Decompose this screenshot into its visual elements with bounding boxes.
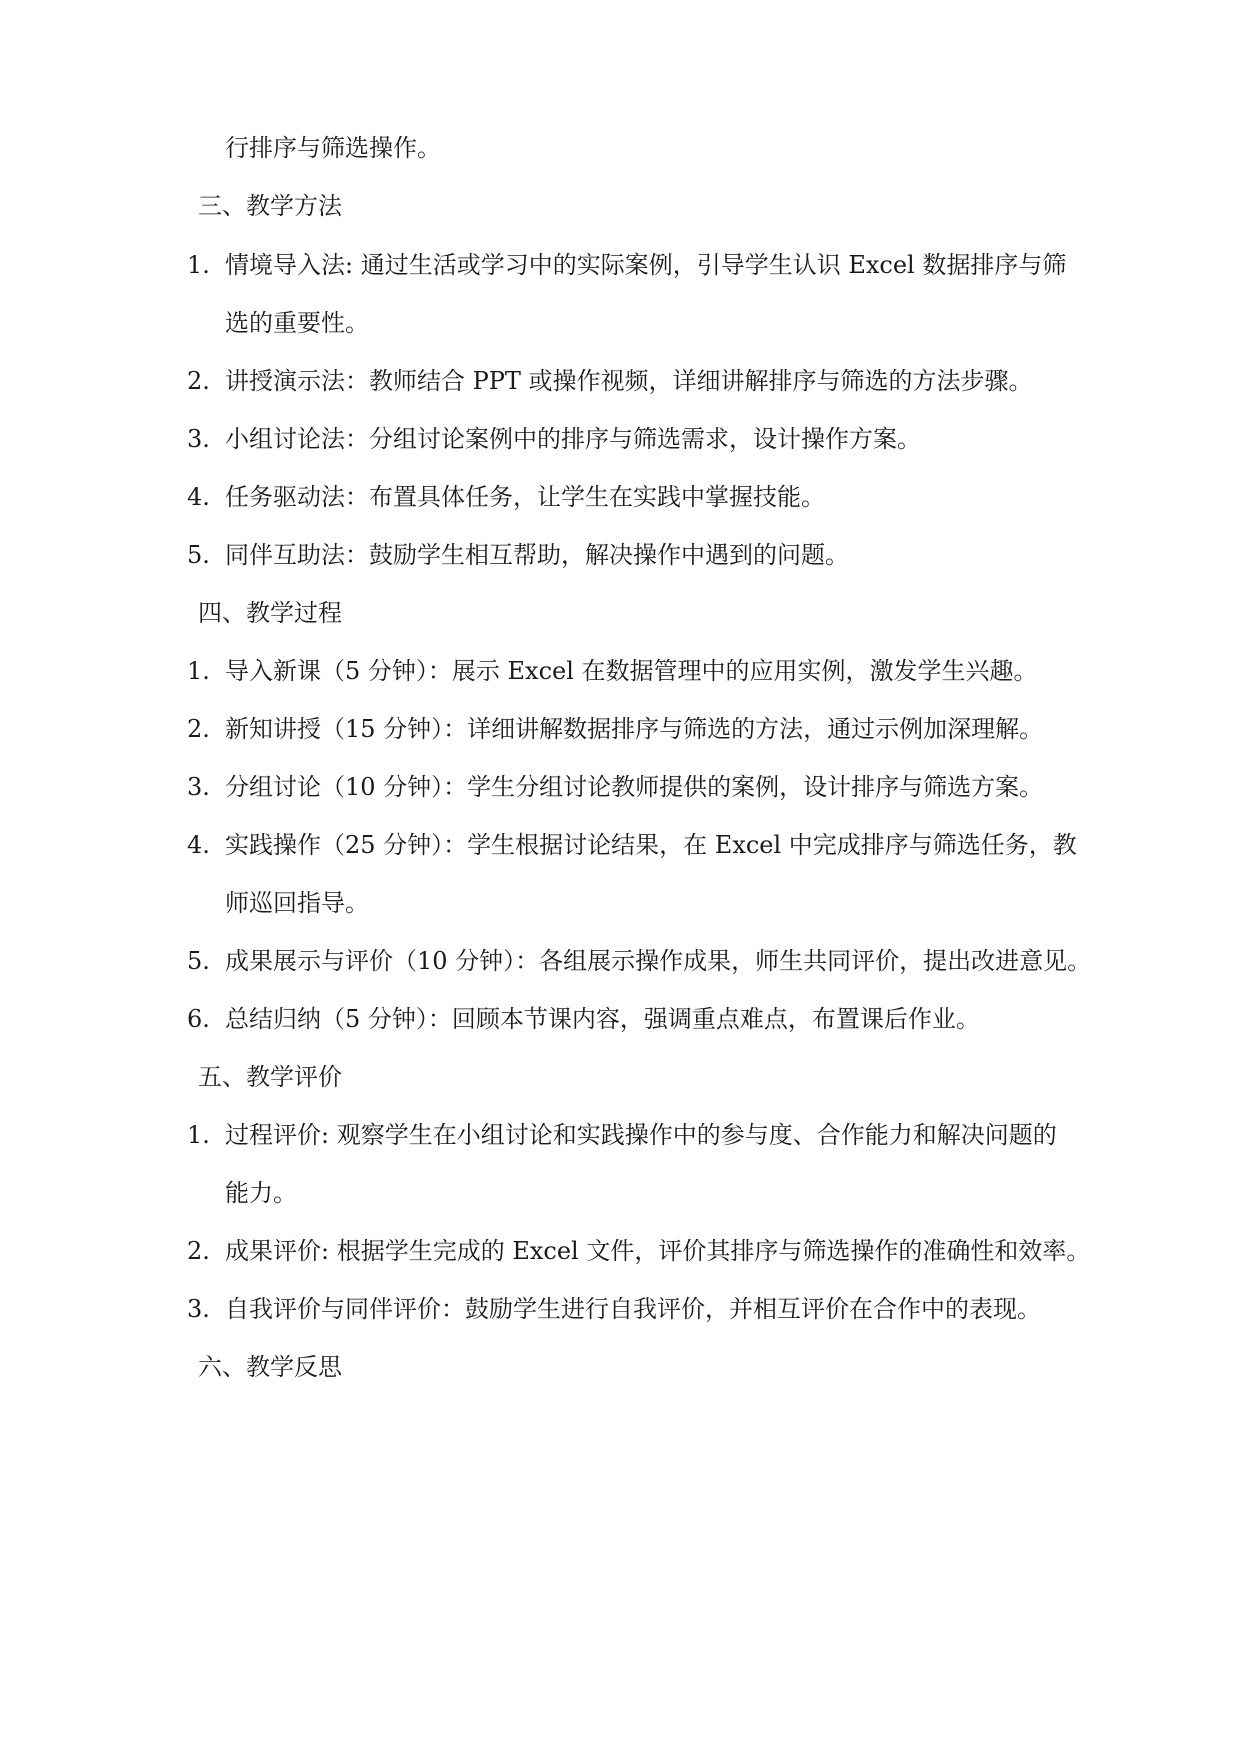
section-heading-teaching-methods: 三、教学方法 [198,192,342,220]
list-item-text: 小组讨论法：分组讨论案例中的排序与筛选需求，设计操作方案。 [225,425,921,453]
list-item-number: 4. [187,483,210,511]
list-item-text-continuation: 选的重要性。 [225,309,369,337]
list-item-text: 新知讲授（15 分钟）：详细讲解数据排序与筛选的方法，通过示例加深理解。 [225,715,1044,743]
list-item-number: 4. [187,831,210,859]
list-item-text: 自我评价与同伴评价：鼓励学生进行自我评价，并相互评价在合作中的表现。 [225,1295,1041,1323]
list-item-number: 2. [187,367,210,395]
list-item-text: 讲授演示法：教师结合 PPT 或操作视频，详细讲解排序与筛选的方法步骤。 [225,367,1033,395]
list-item-text: 导入新课（5 分钟）：展示 Excel 在数据管理中的应用实例，激发学生兴趣。 [225,657,1038,685]
list-item-number: 2. [187,1237,210,1265]
list-item-number: 5. [187,947,210,975]
list-item-number: 3. [187,773,210,801]
list-item-text-continuation: 师巡回指导。 [225,889,369,917]
list-item-number: 5. [187,541,210,569]
list-item-text: 任务驱动法：布置具体任务，让学生在实践中掌握技能。 [225,483,825,511]
list-item-text: 过程评价: 观察学生在小组讨论和实践操作中的参与度、合作能力和解决问题的 [225,1121,1057,1149]
list-item-text: 实践操作（25 分钟）：学生根据讨论结果，在 Excel 中完成排序与筛选任务，教 [225,831,1077,859]
list-item-number: 3. [187,425,210,453]
list-item-number: 1. [187,251,210,279]
list-item-number: 1. [187,1121,210,1149]
list-item-text: 同伴互助法：鼓励学生相互帮助，解决操作中遇到的问题。 [225,541,849,569]
section-heading-teaching-evaluation: 五、教学评价 [198,1063,342,1091]
section-heading-teaching-process: 四、教学过程 [198,599,342,627]
section-heading-teaching-reflection: 六、教学反思 [198,1353,342,1381]
list-item-text: 成果评价: 根据学生完成的 Excel 文件，评价其排序与筛选操作的准确性和效率。 [225,1237,1091,1265]
list-item-text: 情境导入法: 通过生活或学习中的实际案例，引导学生认识 Excel 数据排序与筛 [225,251,1067,279]
list-item-number: 2. [187,715,210,743]
list-item-text: 成果展示与评价（10 分钟）：各组展示操作成果，师生共同评价，提出改进意见。 [225,947,1092,975]
list-item-number: 6. [187,1005,210,1033]
list-item-number: 1. [187,657,210,685]
intro-continuation: 行排序与筛选操作。 [225,134,441,162]
list-item-number: 3. [187,1295,210,1323]
list-item-text: 总结归纳（5 分钟）：回顾本节课内容，强调重点难点，布置课后作业。 [225,1005,980,1033]
list-item-text: 分组讨论（10 分钟）：学生分组讨论教师提供的案例，设计排序与筛选方案。 [225,773,1044,801]
list-item-text-continuation: 能力。 [225,1179,297,1207]
